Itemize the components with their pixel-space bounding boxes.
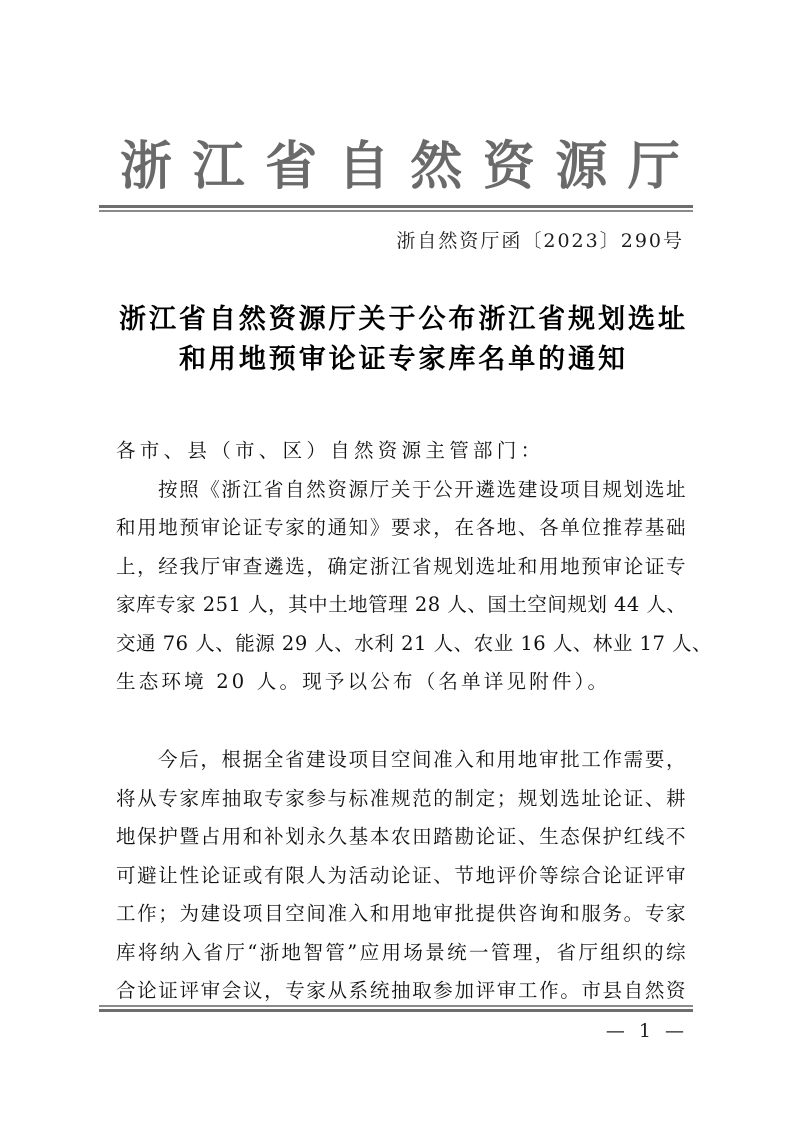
letterhead-char: 浙 bbox=[119, 136, 172, 197]
paragraph-2-line: 工作；为建设项目空间准入和用地审批提供咨询和服务。专家 bbox=[116, 902, 686, 925]
letterhead-char: 厅 bbox=[627, 136, 680, 197]
letterhead-char: 资 bbox=[482, 136, 535, 197]
paragraph-2-line: 库将纳入省厅“浙地智管”应用场景统一管理，省厅组织的综 bbox=[116, 941, 686, 964]
paragraph-1-line: 和用地预审论证专家的通知》要求，在各地、各单位推荐基础 bbox=[116, 516, 686, 539]
salutation: 各市、县（市、区）自然资源主管部门： bbox=[116, 439, 545, 462]
letterhead-char: 省 bbox=[265, 136, 318, 197]
letterhead-char: 自 bbox=[337, 136, 390, 197]
paragraph-2-line: 可避让性论证或有限人为活动论证、节地评价等综合论证评审 bbox=[116, 864, 686, 887]
document-title-line-1: 浙江省自然资源厅关于公布浙江省规划选址 bbox=[119, 304, 685, 335]
paragraph-1-line: 交通 76 人、能源 29 人、水利 21 人、农业 16 人、林业 17 人、 bbox=[116, 632, 713, 655]
letterhead-divider-thin bbox=[99, 210, 693, 212]
paragraph-2-line: 合论证评审会议，专家从系统抽取参加评审工作。市县自然资 bbox=[116, 979, 686, 1002]
paragraph-1-line: 家库专家 251 人，其中土地管理 28 人、国土空间规划 44 人、 bbox=[116, 593, 687, 616]
letterhead-divider-thick bbox=[99, 205, 693, 208]
paragraph-1-line: 按照《浙江省自然资源厅关于公开遴选建设项目规划选址 bbox=[158, 478, 686, 501]
letterhead-org-name bbox=[118, 134, 682, 200]
paragraph-2-line: 将从专家库抽取专家参与标准规范的制定；规划选址论证、耕 bbox=[116, 787, 686, 810]
letterhead-char: 源 bbox=[555, 136, 608, 197]
footer-divider-thin bbox=[99, 1005, 693, 1007]
paragraph-1-line: 生态环境 20 人。现予以公布（名单详见附件）。 bbox=[116, 670, 611, 693]
document-number: 浙自然资厅函〔2023〕290号 bbox=[396, 230, 684, 252]
paragraph-1-line: 上，经我厅审查遴选，确定浙江省规划选址和用地预审论证专 bbox=[116, 555, 686, 578]
paragraph-2-line: 地保护暨占用和补划永久基本农田踏勘论证、生态保护红线不 bbox=[116, 825, 686, 848]
letterhead-char: 然 bbox=[410, 136, 463, 197]
document-title-line-2: 和用地预审论证专家库名单的通知 bbox=[179, 344, 625, 375]
footer-divider-thick bbox=[99, 1009, 693, 1012]
paragraph-2-line: 今后，根据全省建设项目空间准入和用地审批工作需要， bbox=[158, 748, 686, 771]
page-number: — 1 — bbox=[605, 1020, 688, 1042]
letterhead-char: 江 bbox=[192, 136, 245, 197]
